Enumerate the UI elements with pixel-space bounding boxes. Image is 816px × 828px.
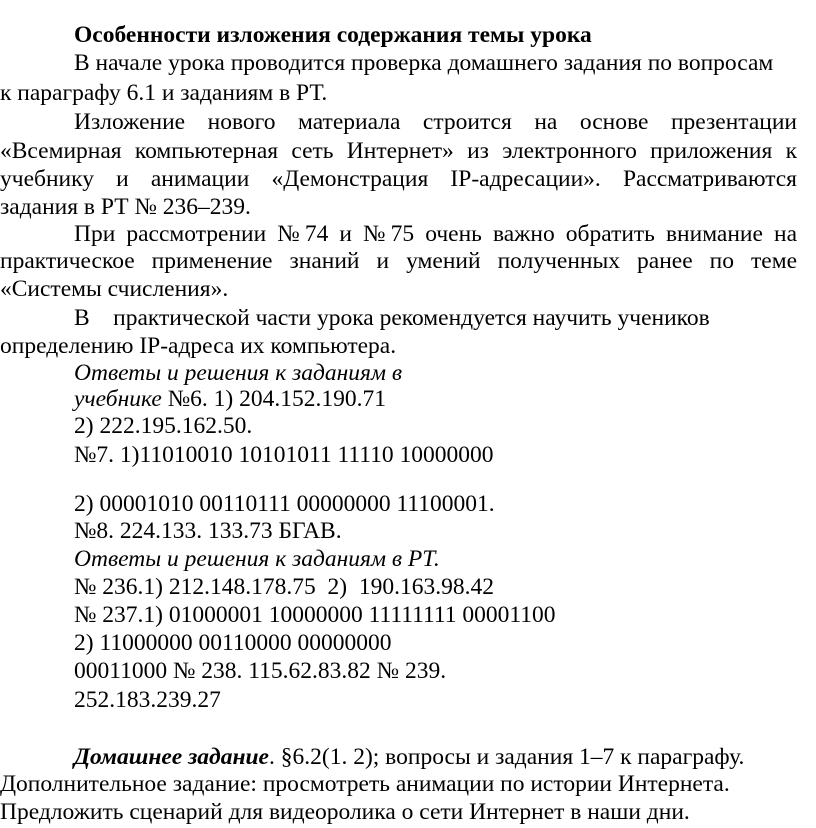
rt-answer-239: 252.183.239.27 [74,687,221,713]
paragraph-2-line-4: задания в РТ № 236–239. [0,194,251,220]
homework-line-2: Дополнительное задание: просмотреть анимации по истории Интернета. [0,771,730,797]
rt-answers-heading: Ответы и решения к заданиям в РТ. [74,546,440,572]
paragraph-2-line-3: учебнику и анимации «Демонстрация IP-адресации». Рассматриваются [0,166,797,192]
paragraph-2-line-2: «Всемирная компьютерная сеть Интернет» из электронного приложения к [0,138,797,164]
section-title: Особенности изложения содержания темы урока [74,22,592,48]
rt-answer-237: № 237.1) 01000001 10000000 11111111 00001100 [74,602,556,628]
textbook-answer-8: №8. 224.133. 133.73 БГАВ. [74,518,342,544]
paragraph-3-line-3: «Системы счисления». [0,276,229,302]
paragraph-1-line-2: к параграфу 6.1 и заданиям в РТ. [0,80,328,106]
rt-answer-238: 00011000 № 238. 115.62.83.82 № 239. [74,658,447,684]
homework-line-3: Предложить сценарий для видеоролика о сети Интернет в наши дни. [0,799,690,825]
rt-answer-236: № 236.1) 212.148.178.75 2) 190.163.98.42 [74,574,494,600]
textbook-answer-7: №7. 1)11010010 10101011 11110 10000000 [74,442,494,468]
textbook-answer-6-part-2: 2) 222.195.162.50. [74,413,253,439]
paragraph-4-line-1: В практической части урока рекомендуется научить учеников [74,305,710,331]
textbook-answers-heading: Ответы и решения к заданиям в [74,360,403,386]
textbook-answer-6: учебнике №6. 1) 204.152.190.71 [74,386,386,412]
paragraph-3-line-2: практическое применение знаний и умений полученных ранее по теме [0,248,797,274]
paragraph-2-line-1: Изложение нового материала строится на основе презентации [74,109,797,135]
paragraph-4-line-2: определению IP-адреса их компьютера. [0,333,397,359]
paragraph-3-line-1: При рассмотрении №74 и №75 очень важно обратить внимание на [74,221,797,247]
textbook-answer-7-part-2: 2) 00001010 00110111 00000000 11100001. [74,491,495,517]
homework-line-1: Домашнее задание. §6.2(1. 2); вопросы и задания 1–7 к параграфу. [74,744,745,770]
rt-answer-237-part-2: 2) 11000000 00110000 00000000 [74,630,392,656]
paragraph-1-line-1: В начале урока проводится проверка домашнего задания по вопросам [74,50,774,76]
